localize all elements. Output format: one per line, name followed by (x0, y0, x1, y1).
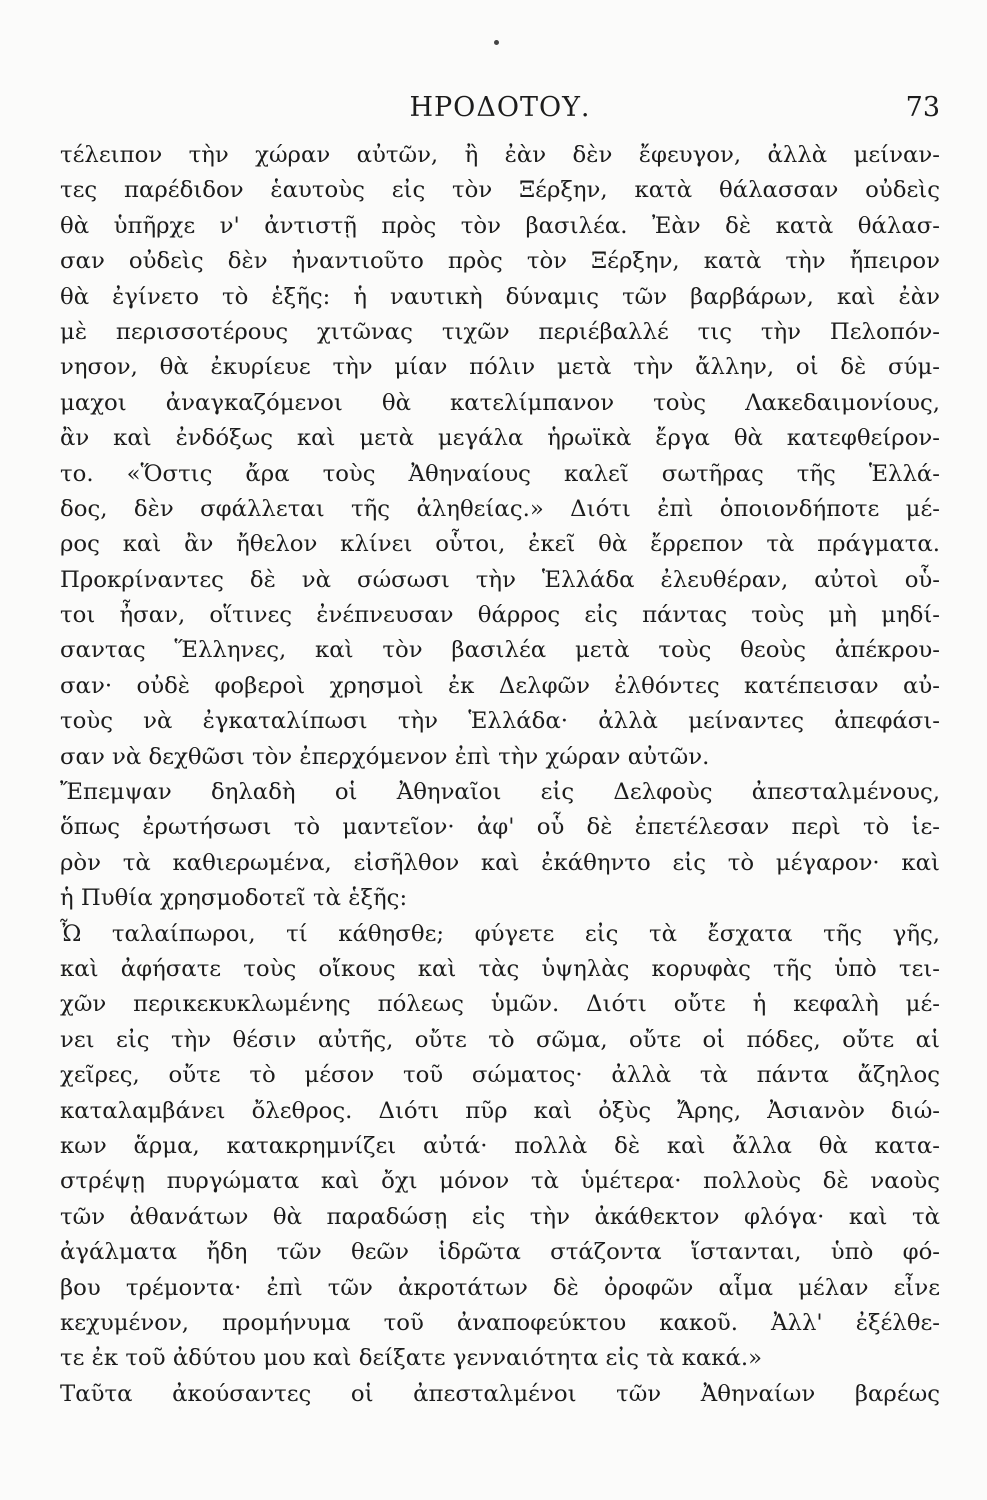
text-line: μὲ περισσοτέρους χιτῶνας τιχῶν περιέβαλλέ τις τὴν Πελοπόν- (60, 318, 940, 345)
text-line: ἀγάλματα ἤδη τῶν θεῶν ἱδρῶτα στάζοντα ἵστανται, ὑπὸ φό- (60, 1239, 940, 1266)
page-header (60, 92, 940, 132)
text-line: χεῖρες, οὔτε τὸ μέσον τοῦ σώματος· ἀλλὰ τὰ πάντα ἄζηλος (60, 1062, 940, 1089)
text-line: καὶ ἀφήσατε τοὺς οἴκους καὶ τὰς ὑψηλὰς κορυφὰς τῆς ὑπὸ τει- (60, 955, 940, 982)
text-line: σαντας Ἕλληνες, καὶ τὸν βασιλέα μετὰ τοὺς θεοὺς ἀπέκρου- (60, 637, 940, 664)
text-line: ρος καὶ ἂν ἤθελον κλίνει οὗτοι, ἐκεῖ θὰ ἔρρεπον τὰ πράγματα. (60, 531, 940, 558)
body-text (60, 138, 940, 1412)
text-line: νησον, θὰ ἐκυρίευε τὴν μίαν πόλιν μετὰ τὴν ἄλλην, οἱ δὲ σύμ- (60, 354, 940, 381)
page-number: 73 (905, 92, 940, 123)
text-line: Ὦ ταλαίπωροι, τί κάθησθε; φύγετε εἰς τὰ ἔσχατα τῆς γῆς, (60, 920, 940, 947)
text-line: τοὺς νὰ ἐγκαταλίπωσι τὴν Ἑλλάδα· ἀλλὰ μείναντες ἀπεφάσι- (60, 708, 940, 735)
text-line: ρὸν τὰ καθιερωμένα, εἰσῆλθον καὶ ἐκάθηντο εἰς τὸ μέγαρον· καὶ (60, 849, 940, 876)
text-line: ἡ Πυθία χρησμοδοτεῖ τὰ ἑξῆς: (60, 885, 408, 912)
text-line: τες παρέδιδον ἑαυτοὺς εἰς τὸν Ξέρξην, κατὰ θάλασσαν οὐδεὶς (60, 177, 940, 204)
text-line: κεχυμένον, προμήνυμα τοῦ ἀναποφεύκτου κακοῦ. Ἀλλ' ἐξέλθε- (60, 1309, 940, 1336)
text-line: τέλειπον τὴν χώραν αὐτῶν, ἢ ἐὰν δὲν ἔφευγον, ἀλλὰ μείναν- (60, 142, 940, 168)
text-line: δος, δὲν σφάλλεται τῆς ἀληθείας.» Διότι ἐπὶ ὁποιονδήποτε μέ- (60, 495, 940, 522)
text-line: στρέψῃ πυργώματα καὶ ὄχι μόνον τὰ ὑμέτερα· πολλοὺς δὲ ναοὺς (60, 1168, 940, 1195)
print-speck (494, 40, 499, 45)
text-line: καταλαμβάνει ὄλεθρος. Διότι πῦρ καὶ ὀξὺς Ἄρης, Ἀσιανὸν διώ- (60, 1097, 940, 1124)
text-line: σαν νὰ δεχθῶσι τὸν ἐπερχόμενον ἐπὶ τὴν χώραν αὐτῶν. (60, 743, 710, 770)
text-line: Ταῦτα ἀκούσαντες οἱ ἀπεσταλμένοι τῶν Ἀθηναίων βαρέως (60, 1380, 940, 1407)
text-line: σαν· οὐδὲ φοβεροὶ χρησμοὶ ἐκ Δελφῶν ἐλθόντες κατέπεισαν αὐ- (60, 672, 940, 699)
text-line: θὰ ἐγίνετο τὸ ἑξῆς: ἡ ναυτικὴ δύναμις τῶν βαρβάρων, καὶ ἐὰν (60, 283, 940, 310)
text-line: νει εἰς τὴν θέσιν αὐτῆς, οὔτε τὸ σῶμα, οὔτε οἱ πόδες, οὔτε αἱ (60, 1026, 940, 1053)
text-line: θὰ ὑπῆρχε ν' ἀντιστῇ πρὸς τὸν βασιλέα. Ἐὰν δὲ κατὰ θάλασ- (60, 212, 940, 239)
text-line: τῶν ἀθανάτων θὰ παραδώσῃ εἰς τὴν ἀκάθεκτον φλόγα· καὶ τὰ (60, 1203, 940, 1230)
text-line: τοι ἦσαν, οἵτινες ἐνέπνευσαν θάρρος εἰς πάντας τοὺς μὴ μηδί- (60, 602, 940, 629)
text-line: το. «Ὅστις ἄρα τοὺς Ἀθηναίους καλεῖ σωτῆρας τῆς Ἑλλά- (60, 460, 940, 487)
running-head: ΗΡΟΔΟΤΟΥ. (409, 92, 591, 123)
text-line: Ἔπεμψαν δηλαδὴ οἱ Ἀθηναῖοι εἰς Δελφοὺς ἀπεσταλμένους, (60, 779, 940, 806)
text-line: Προκρίναντες δὲ νὰ σώσωσι τὴν Ἑλλάδα ἐλευθέραν, αὐτοὶ οὗ- (60, 566, 940, 593)
text-line: ἂν καὶ ἐνδόξως καὶ μετὰ μεγάλα ἡρωϊκὰ ἔργα θὰ κατεφθείρον- (60, 425, 940, 452)
text-line: τε ἐκ τοῦ ἀδύτου μου καὶ δείξατε γενναιότητα εἰς τὰ κακά.» (60, 1345, 763, 1372)
text-line: σαν οὐδεὶς δὲν ἠναντιοῦτο πρὸς τὸν Ξέρξην, κατὰ τὴν ἤπειρον (60, 248, 940, 275)
text-line: ὅπως ἐρωτήσωσι τὸ μαντεῖον· ἀφ' οὗ δὲ ἐπετέλεσαν περὶ τὸ ἱε- (60, 814, 940, 841)
text-line: κων ἅρμα, κατακρημνίζει αὐτά· πολλὰ δὲ καὶ ἄλλα θὰ κατα- (60, 1132, 940, 1159)
text-line: χῶν περικεκυκλωμένης πόλεως ὑμῶν. Διότι οὔτε ἡ κεφαλὴ μέ- (60, 991, 940, 1018)
text-line: βου τρέμοντα· ἐπὶ τῶν ἀκροτάτων δὲ ὀροφῶν αἷμα μέλαν εἶνε (60, 1274, 940, 1301)
text-line: μαχοι ἀναγκαζόμενοι θὰ κατελίμπανον τοὺς Λακεδαιμονίους, (60, 389, 940, 416)
